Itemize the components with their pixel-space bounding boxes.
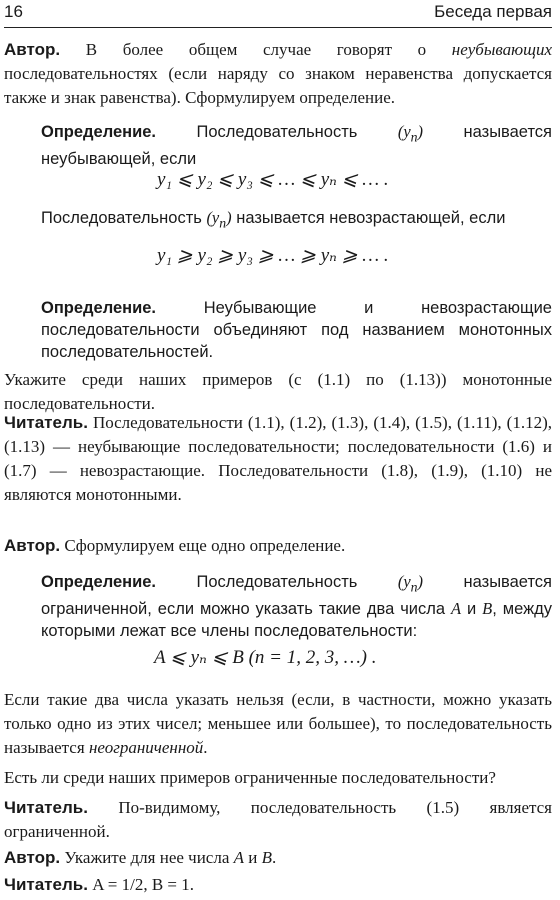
speaker-label: Автор. (4, 536, 61, 555)
running-title: Беседа первая (434, 2, 552, 21)
speaker-label: Автор. (4, 40, 61, 59)
definition-label: Определение. (41, 299, 157, 317)
emphasis: неубывающих (451, 40, 552, 59)
sequence-symbol: $(y_n)$ (397, 572, 424, 595)
speaker-label: Читатель. (4, 875, 88, 894)
question-monotone-examples: Укажите среди наших примеров (с (1.1) по (1.13)) монотонные последовательности. (4, 370, 552, 413)
sequence-symbol: $(y_n)$ (397, 122, 424, 145)
unbounded-paragraph: Если такие два числа указать нельзя (если, в частности, можно указать только одно из этих чисел; меньшее или большее), то последовательность называется неограниченной. (4, 690, 552, 757)
definition-nonincreasing: Последовательность $(y_n)$ называется невозрастающей, если (41, 208, 506, 231)
author-paragraph-3: Автор. Укажите для нее числа A и B. (4, 848, 277, 867)
header-rule (4, 27, 552, 28)
definition-monotone: Определение. Неубывающие и невозрастающие последовательности объединяют под названием монотонных последовательностей. (41, 299, 552, 361)
question-bounded-examples: Есть ли среди наших примеров ограниченные последовательности? (4, 768, 496, 787)
speaker-label: Читатель. (4, 798, 88, 817)
page-number: 16 (4, 2, 23, 21)
author-paragraph-1: Автор. В более общем случае говорят о неубывающих последовательностях (если наряду со знаком неравенства допускается также и знак равенства). Сформулируем определение. (4, 40, 552, 107)
running-header (4, 2, 552, 28)
speaker-label: Автор. (4, 848, 61, 867)
formula-bounded: A ⩽ yₙ ⩽ B (n = 1, 2, 3, …) . (154, 647, 377, 668)
definition-bounded: Определение. Последовательность $(y_n)$ называется ограниченной, если можно указать такие два числа A и B, между которыми лежат все члены последовательности: (41, 572, 553, 641)
definition-label: Определение. (41, 123, 157, 141)
formula-nonincreasing: y₁ ⩾ y₂ ⩾ y₃ ⩾ … ⩾ yₙ ⩾ … . (157, 245, 389, 266)
definition-label: Определение. (41, 573, 157, 591)
definition-nondecreasing: Определение. Последовательность $(y_n)$ называется неубывающей, если (41, 122, 552, 169)
reader-paragraph-3: Читатель. A = 1/2, B = 1. (4, 875, 195, 894)
formula-nondecreasing: y₁ ⩽ y₂ ⩽ y₃ ⩽ … ⩽ yₙ ⩽ … . (157, 169, 389, 190)
author-paragraph-2: Автор. Сформулируем еще одно определение. (4, 536, 346, 555)
reader-paragraph-2: Читатель. По-видимому, последовательность (1.5) является ограниченной. (4, 798, 552, 841)
reader-paragraph-1: Читатель. Последовательности (1.1), (1.2), (1.3), (1.4), (1.5), (1.11), (1.12), (1.13) — неубывающие последовательности; последовательности (1.6) и (1.7) — невозрастающие. Последовательности (1.8), (1.9), (1.10) не являются монотонными. (4, 413, 552, 504)
speaker-label: Читатель. (4, 413, 88, 432)
sequence-symbol: $(y_n)$ (206, 208, 232, 231)
emphasis: неограниченной (88, 738, 204, 757)
